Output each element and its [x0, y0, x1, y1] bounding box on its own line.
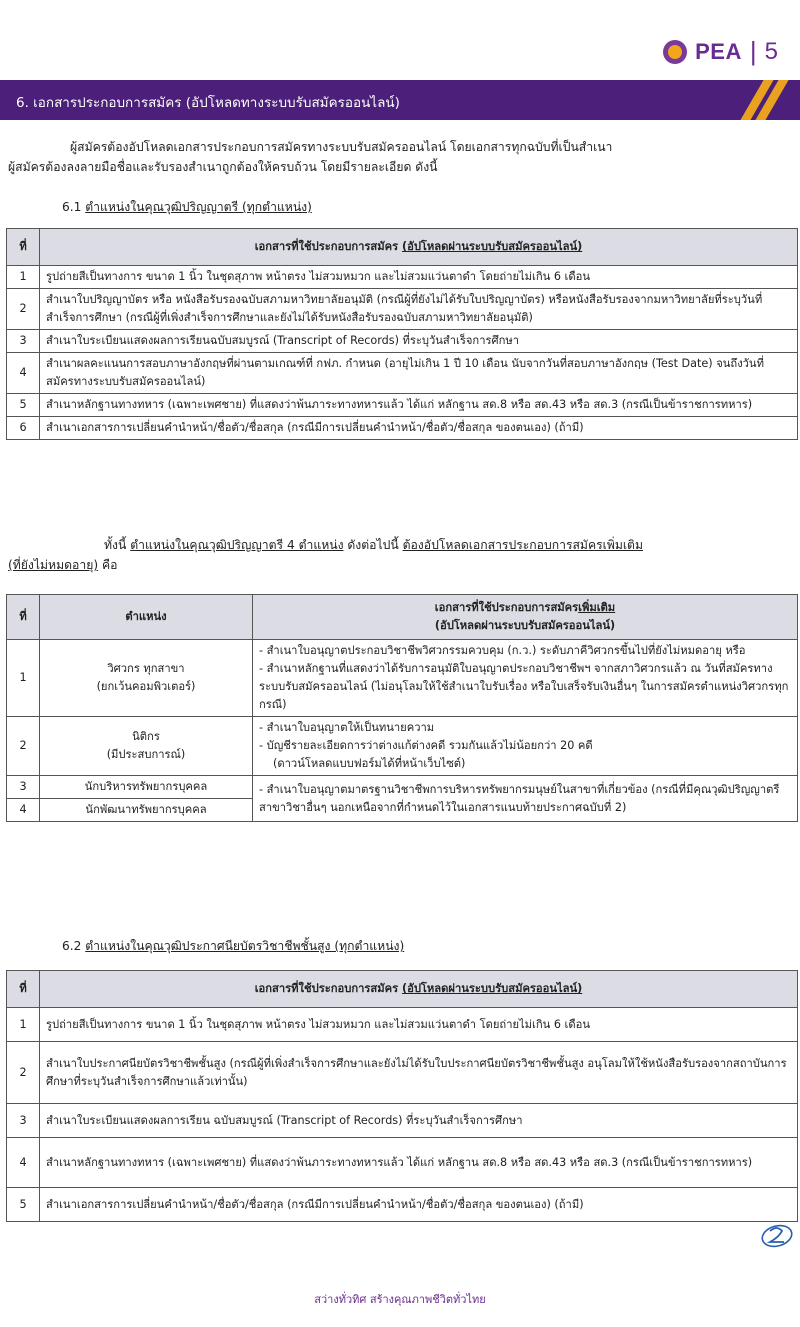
row-text: รูปถ่ายสีเป็นทางการ ขนาด 1 นิ้ว ในชุดสุภาพ หน้าตรง ไม่สวมหมวก และไม่สวมแว่นตาดำ โดยถ่ายไม่เกิน 6 เดือน: [40, 1008, 798, 1042]
note-text: ดังต่อไปนี้: [343, 538, 403, 552]
document-item-note: (ดาวน์โหลดแบบฟอร์มได้ที่หน้าเว็บไซต์): [273, 757, 466, 770]
column-header-no: ที่: [7, 971, 40, 1008]
note-underlined: ตำแหน่งในคุณวุฒิปริญญาตรี 4 ตำแหน่ง: [130, 538, 344, 552]
note-underlined: ต้องอัปโหลดเอกสารประกอบการสมัครเพิ่มเติม: [402, 538, 644, 552]
table-header-row: [7, 229, 798, 266]
row-number: 1: [7, 640, 40, 717]
header-text: (อัปโหลดผ่านระบบรับสมัครออนไลน์): [434, 619, 616, 632]
row-number: 3: [7, 1104, 40, 1138]
documents-table-bachelor: [6, 228, 798, 440]
row-text: สำเนาเอกสารการเปลี่ยนคำนำหน้า/ชื่อตัว/ชื่อสกุล (กรณีมีการเปลี่ยนคำนำหน้า/ชื่อตัว/ชื่อสกุล ของตนเอง) (ถ้ามี): [40, 1188, 798, 1222]
note-text: ทั้งนี้: [104, 538, 131, 552]
table-row: [7, 776, 798, 799]
header-text: เอกสารที่ใช้ประกอบการสมัคร: [434, 601, 579, 614]
column-header-position: ตำแหน่ง: [40, 595, 253, 640]
position-cell: นักบริหารทรัพยากรบุคคล: [40, 776, 253, 799]
table-row: [7, 266, 798, 289]
position-cell: [40, 717, 253, 776]
table-row: [7, 417, 798, 440]
row-text: สำเนาใบปริญญาบัตร หรือ หนังสือรับรองฉบับสภามหาวิทยาลัยอนุมัติ (กรณีผู้ที่ยังไม่ได้รับใบปริญญาบัตร) หรือหนังสือรับรองจากมหาวิทยาลัยที่ระบุวันที่สำเร็จการศึกษา (กรณีผู้ที่เพิ่งสำเร็จการศึกษาและยังไม่ได้รับหนังสือรับรองฉบับสภามหาวิทยาลัยอนุมัติ): [40, 289, 798, 330]
table-row: [7, 330, 798, 353]
additional-documents-note: [8, 535, 792, 575]
row-text: สำเนาผลคะแนนการสอบภาษาอังกฤษที่ผ่านตามเกณฑ์ที่ กฟภ. กำหนด (อายุไม่เกิน 1 ปี 10 เดือน นับจากวันที่สอบภาษาอังกฤษ (Test Date) จนถึงวันที่สมัครทางระบบรับสมัครออนไลน์): [40, 353, 798, 394]
subsection-number: 6.2: [62, 939, 86, 953]
documents-cell: - สำเนาใบอนุญาตมาตรฐานวิชาชีพการบริหารทรัพยากรมนุษย์ในสาขาที่เกี่ยวข้อง (กรณีที่มีคุณวุฒิปริญญาตรีสาขาวิชาอื่นๆ นอกเหนือจากที่กำหนดไว้ในเอกสารแนบท้ายประกาศฉบับที่ 2): [253, 776, 798, 822]
intro-line-2: ผู้สมัครต้องลงลายมือชื่อและรับรองสำเนาถูกต้องให้ครบถ้วน โดยมีรายละเอียด ดังนี้: [8, 160, 438, 174]
note-underlined: (ที่ยังไม่หมดอายุ): [8, 558, 99, 572]
document-item: - บัญชีรายละเอียดการว่าต่างแก้ต่างคดี รวมกันแล้วไม่น้อยกว่า 20 คดี: [259, 739, 593, 752]
row-number: 4: [7, 799, 40, 822]
intro-line-1: ผู้สมัครต้องอัปโหลดเอกสารประกอบการสมัครทางระบบรับสมัครออนไลน์ โดยเอกสารทุกฉบับที่เป็นสำเนา: [70, 140, 613, 154]
table-row: [7, 1042, 798, 1104]
table-row: [7, 353, 798, 394]
row-text: สำเนาใบประกาศนียบัตรวิชาชีพชั้นสูง (กรณีผู้ที่เพิ่งสำเร็จการศึกษาและยังไม่ได้รับใบประกาศนียบัตรวิชาชีพชั้นสูง อนุโลมให้ใช้หนังสือรับรองจากสถาบันการศึกษาที่ระบุวันสำเร็จการศึกษาแล้วเท่านั้น): [40, 1042, 798, 1104]
document-item: - สำเนาใบอนุญาตให้เป็นทนายความ: [259, 721, 435, 734]
handwritten-mark-icon: [760, 1222, 794, 1250]
row-text: สำเนาใบระเบียนแสดงผลการเรียน ฉบับสมบูรณ์ (Transcript of Records) ที่ระบุวันสำเร็จการศึกษา: [40, 1104, 798, 1138]
row-number: 2: [7, 289, 40, 330]
row-number: 2: [7, 717, 40, 776]
row-text: สำเนาเอกสารการเปลี่ยนคำนำหน้า/ชื่อตัว/ชื่อสกุล (กรณีมีการเปลี่ยนคำนำหน้า/ชื่อตัว/ชื่อสกุล ของตนเอง) (ถ้ามี): [40, 417, 798, 440]
additional-documents-table: [6, 594, 798, 822]
subsection-title: ตำแหน่งในคุณวุฒิปริญญาตรี (ทุกตำแหน่ง): [85, 200, 312, 214]
row-number: 5: [7, 1188, 40, 1222]
row-number: 1: [7, 1008, 40, 1042]
row-text: สำเนาหลักฐานทางทหาร (เฉพาะเพศชาย) ที่แสดงว่าพ้นภาระทางทหารแล้ว ได้แก่ หลักฐาน สด.8 หรือ สด.43 หรือ สด.3 (กรณีเป็นข้าราชการทหาร): [40, 1138, 798, 1188]
subsection-6-2: [62, 937, 404, 955]
documents-cell: [253, 717, 798, 776]
subsection-number: 6.1: [62, 200, 86, 214]
table-row: [7, 1188, 798, 1222]
table-header-row: [7, 971, 798, 1008]
table-row: [7, 717, 798, 776]
documents-table-diploma: [6, 970, 798, 1222]
position-name: วิศวกร ทุกสาขา: [107, 662, 185, 675]
row-number: 5: [7, 394, 40, 417]
table-header-row: [7, 595, 798, 640]
row-number: 2: [7, 1042, 40, 1104]
subsection-title: ตำแหน่งในคุณวุฒิประกาศนียบัตรวิชาชีพชั้นสูง (ทุกตำแหน่ง): [85, 939, 405, 953]
header-text: เอกสารที่ใช้ประกอบการสมัคร: [254, 982, 402, 995]
table-row: [7, 289, 798, 330]
column-header-documents: [40, 229, 798, 266]
table-row: [7, 394, 798, 417]
subsection-6-1: [62, 198, 312, 216]
note-text: คือ: [98, 558, 118, 572]
row-number: 6: [7, 417, 40, 440]
position-name: นิติกร: [132, 730, 160, 743]
row-number: 3: [7, 776, 40, 799]
row-number: 3: [7, 330, 40, 353]
table-row: [7, 640, 798, 717]
header-underlined: (อัปโหลดผ่านระบบรับสมัครออนไลน์): [401, 982, 583, 995]
column-header-documents: [40, 971, 798, 1008]
documents-cell: [253, 640, 798, 717]
column-header-no: ที่: [7, 595, 40, 640]
row-text: รูปถ่ายสีเป็นทางการ ขนาด 1 นิ้ว ในชุดสุภาพ หน้าตรง ไม่สวมหมวก และไม่สวมแว่นตาดำ โดยถ่ายไม่เกิน 6 เดือน: [40, 266, 798, 289]
position-note: (มีประสบการณ์): [106, 748, 186, 761]
document-item: - สำเนาใบอนุญาตประกอบวิชาชีพวิศวกรรมควบคุม (ก.ว.) ระดับภาคีวิศวกรขึ้นไปที่ยังไม่หมดอายุ หรือ: [259, 644, 746, 657]
header-underlined: เพิ่มเติม: [578, 601, 616, 614]
row-text: สำเนาใบระเบียนแสดงผลการเรียนฉบับสมบูรณ์ (Transcript of Records) ที่ระบุวันสำเร็จการศึกษา: [40, 330, 798, 353]
pea-emblem-icon: [663, 40, 687, 64]
header-underlined: (อัปโหลดผ่านระบบรับสมัครออนไลน์): [401, 240, 583, 253]
logo-text: PEA: [695, 38, 742, 64]
pea-logo: [663, 36, 778, 67]
section-title: 6. เอกสารประกอบการสมัคร (อัปโหลดทางระบบรับสมัครออนไลน์): [16, 95, 400, 111]
position-cell: [40, 640, 253, 717]
document-item: - สำเนาหลักฐานที่แสดงว่าได้รับการอนุมัติใบอนุญาตประกอบวิชาชีพฯ จากสภาวิศวกรแล้ว ณ วันที่สมัครทางระบบรับสมัครออนไลน์ (ไม่อนุโลมให้ใช้สำเนาใบรับเรื่อง หรือใบเสร็จรับเงินอื่นๆ ในการสมัครตำแหน่งวิศวกรทุกกรณี): [259, 662, 789, 711]
page-number: 5: [764, 37, 778, 65]
header-text: เอกสารที่ใช้ประกอบการสมัคร: [254, 240, 402, 253]
table-row: [7, 1138, 798, 1188]
row-number: 1: [7, 266, 40, 289]
section-banner: [0, 80, 800, 120]
logo-separator: |: [749, 36, 757, 66]
table-row: [7, 1104, 798, 1138]
row-number: 4: [7, 353, 40, 394]
position-cell: นักพัฒนาทรัพยากรบุคคล: [40, 799, 253, 822]
column-header-no: ที่: [7, 229, 40, 266]
intro-paragraph: [8, 137, 792, 177]
row-text: สำเนาหลักฐานทางทหาร (เฉพาะเพศชาย) ที่แสดงว่าพ้นภาระทางทหารแล้ว ได้แก่ หลักฐาน สด.8 หรือ สด.43 หรือ สด.3 (กรณีเป็นข้าราชการทหาร): [40, 394, 798, 417]
table-row: [7, 1008, 798, 1042]
row-number: 4: [7, 1138, 40, 1188]
position-note: (ยกเว้นคอมพิวเตอร์): [96, 680, 196, 693]
column-header-documents: [253, 595, 798, 640]
footer-slogan: สว่างทั่วทิศ สร้างคุณภาพชีวิตทั่วไทย: [314, 1293, 486, 1306]
